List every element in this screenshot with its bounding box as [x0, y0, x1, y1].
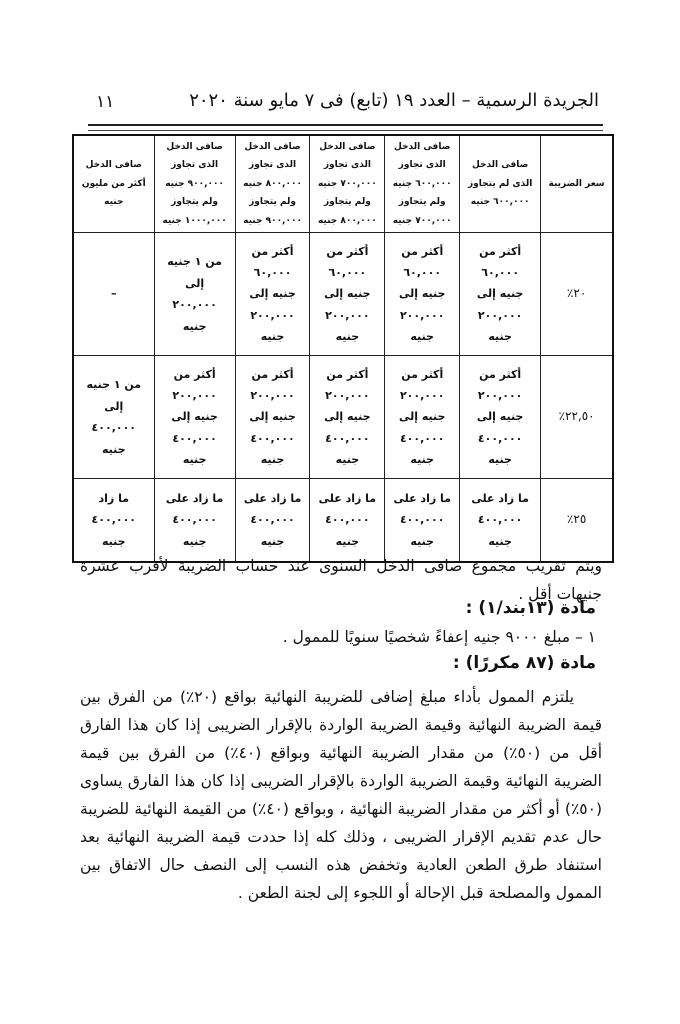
cell-line: ٤٠٠,٠٠٠: [477, 431, 523, 445]
cell-line: ما زاد على: [165, 492, 224, 506]
cell-line: صافى الدخل: [319, 142, 376, 152]
cell-line: جنيه إلى: [249, 410, 296, 424]
bracket-cell: [310, 356, 385, 479]
cell-line: جنيه: [101, 534, 126, 548]
cell-line: جنيه: [101, 442, 126, 456]
article-13-item: ١ – مبلغ ٩٠٠٠ جنيه إعفاءً شخصيًا سنويًا للممول .: [282, 628, 596, 646]
header-rule: [88, 124, 603, 126]
bracket-cell: [385, 233, 460, 356]
cell-line: ما زاد على: [318, 492, 377, 506]
table-row: [73, 479, 613, 563]
column-header: [73, 135, 154, 233]
cell-line: ٤٠٠,٠٠٠: [250, 513, 295, 527]
cell-line: جنيه: [335, 330, 360, 344]
cell-line: جنيه: [260, 330, 285, 344]
cell-line: أكثر من: [401, 367, 444, 381]
cell-line: جنيه: [335, 453, 360, 467]
cell-line: ٦٠٠,٠٠٠ جنيه: [392, 178, 452, 189]
cell-line: أكثر من: [479, 367, 522, 381]
cell-line: ٧٠٠,٠٠٠ جنيه: [317, 178, 377, 189]
cell-line: الذى لم يتجاوز: [468, 178, 533, 189]
cell-line: ٤٠٠,٠٠٠: [172, 431, 217, 445]
page-number: ١١: [96, 92, 115, 112]
cell-line: جنيه إلى: [324, 287, 371, 301]
cell-line: جنيه إلى: [249, 287, 296, 301]
cell-line: جنيه: [182, 453, 207, 467]
cell-line: ١٠٠٠,٠٠٠ جنيه: [162, 215, 227, 226]
cell-line: ٩٠٠,٠٠٠ جنيه: [165, 178, 225, 189]
cell-line: إلى: [185, 276, 205, 290]
cell-line: ولم يتجاوز: [398, 197, 446, 208]
column-header: [385, 135, 460, 233]
cell-line: جنيه: [488, 453, 512, 467]
table-row: [73, 356, 613, 479]
cell-line: أكثر من: [401, 244, 444, 258]
cell-line: أكثر من: [479, 244, 522, 258]
tax-rate-table: [72, 134, 614, 563]
gazette-title: الجريدة الرسمية – العدد ١٩ (تابع) فى ٧ مايو سنة ٢٠٢٠: [189, 90, 599, 111]
bracket-cell: [235, 356, 310, 479]
cell-line: جنيه: [182, 534, 207, 548]
cell-line: ٦٠٠,٠٠٠ جنيه: [470, 197, 530, 208]
cell-line: ٤٠٠,٠٠٠: [399, 431, 445, 445]
cell-line: ٤٠٠,٠٠٠: [91, 513, 137, 527]
bracket-cell: [73, 356, 154, 479]
cell-line: ٢٠٠,٠٠٠: [250, 308, 295, 322]
cell-line: ٧٠٠,٠٠٠ جنيه: [392, 215, 452, 226]
cell-line: صافى الدخل: [394, 142, 451, 152]
cell-line: أكثر من: [251, 244, 294, 258]
bracket-cell: [154, 479, 235, 563]
bracket-cell: [73, 233, 154, 356]
cell-line: ٤٠٠,٠٠٠: [325, 513, 370, 527]
cell-line: أكثر من: [173, 367, 216, 381]
cell-line: ٦٠,٠٠٠: [328, 266, 367, 280]
bracket-cell: [154, 233, 235, 356]
cell-line: جنيه: [260, 534, 285, 548]
cell-line: ٨٠٠,٠٠٠ جنيه: [243, 178, 302, 189]
cell-line: جنيه: [104, 197, 124, 208]
cell-line: جنيه إلى: [476, 410, 524, 424]
cell-line: من ١ جنيه: [86, 378, 142, 392]
cell-line: جنيه إلى: [171, 410, 218, 424]
cell-line: ما زاد: [98, 492, 130, 506]
rounding-note: ويتم تقريب مجموع صافى الدخل السنوى عند حساب الضريبة لأقرب عشرة جنيهات أقل .: [80, 557, 602, 603]
cell-line: ولم يتجاوز: [323, 197, 371, 208]
tax-rate-cell: ٢٥٪: [541, 479, 613, 563]
cell-line: جنيه: [410, 330, 434, 344]
header-rule-thin: [88, 130, 603, 131]
cell-line: ٢٠٠,٠٠٠: [399, 308, 445, 322]
article-13-title: مادة (١٣بند/١) :: [465, 598, 596, 618]
cell-line: جنيه: [182, 319, 207, 333]
cell-line: ٤٠٠,٠٠٠: [399, 513, 445, 527]
cell-line: من ١ جنيه: [167, 255, 222, 269]
bracket-cell: [310, 479, 385, 563]
cell-line: جنيه: [488, 330, 512, 344]
cell-line: الذى تجاوز: [323, 160, 371, 171]
cell-line: صافى الدخل: [166, 142, 223, 152]
cell-line: ٤٠٠,٠٠٠: [477, 513, 523, 527]
table-header-row: [73, 135, 613, 233]
cell-line: أكثر من مليون: [81, 178, 146, 189]
cell-line: ٦٠,٠٠٠: [481, 266, 520, 280]
cell-line: سعر الضريبة: [548, 178, 605, 189]
cell-line: ٢٠٠,٠٠٠: [250, 389, 295, 403]
page-header: [96, 90, 599, 120]
cell-line: جنيه: [410, 453, 434, 467]
column-header: [154, 135, 235, 233]
bracket-cell: [460, 479, 541, 563]
cell-line: جنيه إلى: [398, 287, 446, 301]
cell-line: ٢٠٠,٠٠٠: [477, 308, 523, 322]
cell-line: أكثر من: [326, 244, 369, 258]
column-header: [310, 135, 385, 233]
column-header: [460, 135, 541, 233]
cell-line: صافى الدخل: [471, 160, 529, 171]
column-header: [541, 135, 613, 233]
tax-rate-cell: ٢٠٪: [541, 233, 613, 356]
cell-line: ٢٠٠,٠٠٠: [399, 389, 445, 403]
cell-line: ولم يتجاوز: [249, 197, 296, 208]
cell-line: ٤٠٠,٠٠٠: [325, 431, 370, 445]
cell-line: جنيه إلى: [398, 410, 446, 424]
cell-line: ٤٠٠,٠٠٠: [91, 421, 137, 435]
cell-line: ٨٠٠,٠٠٠ جنيه: [317, 215, 377, 226]
cell-line: ٢٠٠,٠٠٠: [325, 308, 370, 322]
cell-line: ٢٠٠,٠٠٠: [172, 298, 217, 312]
bracket-cell: [235, 479, 310, 563]
bracket-cell: [385, 356, 460, 479]
cell-line: أكثر من: [326, 367, 369, 381]
cell-line: ٦٠,٠٠٠: [403, 266, 442, 280]
tax-rate-cell: ٢٢,٥٠٪: [541, 356, 613, 479]
cell-line: أكثر من: [251, 367, 294, 381]
cell-line: جنيه: [410, 534, 434, 548]
cell-line: ٢٠٠,٠٠٠: [477, 389, 523, 403]
bracket-cell: [73, 479, 154, 563]
cell-line: ولم يتجاوز: [171, 197, 219, 208]
cell-line: جنيه إلى: [324, 410, 371, 424]
cell-line: ٤٠٠,٠٠٠: [250, 431, 295, 445]
cell-line: ٦٠,٠٠٠: [253, 266, 292, 280]
cell-line: صافى الدخل: [85, 160, 142, 171]
cell-line: –: [111, 287, 117, 301]
article-87-text: يلتزم الممول بأداء مبلغ إضافى للضريبة النهائية بواقع (٢٠٪) من الفرق بين قيمة الضريبة النهائية وقيمة الضريبة الواردة بالإقرار الضريبى إذا كان هذا الفارق أقل من (٥٠٪) من مقدار الضريبة النهائية وبواقع (٤٠٪) من الفرق بين قيمة الضريبة النهائية وقيمة الضريبة الواردة بالإقرار الضريبى إذا كان هذا الفارق يساوى (٥٠٪) أو أكثر من مقدار الضريبة النهائية ، وبواقع (٤٠٪) من القيمة النهائية للضريبة حال عدم تقديم الإقرار الضريبى ، وذلك كله إذا حددت قيمة الضريبة النهائية بعد استنفاد طرق الطعن العادية وتخفض هذه النسب إلى النصف حال الاتفاق بين الممول والمصلحة قبل الإحالة أو اللجوء إلى لجنة الطعن .: [80, 688, 602, 902]
table-row: [73, 233, 613, 356]
cell-line: إلى: [104, 399, 124, 413]
bracket-cell: [460, 233, 541, 356]
bracket-cell: [310, 233, 385, 356]
cell-line: الذى تجاوز: [171, 160, 219, 171]
cell-line: ما زاد على: [243, 492, 302, 506]
cell-line: ٤٠٠,٠٠٠: [172, 513, 217, 527]
article-87-title: مادة (٨٧ مكررًا) :: [452, 653, 596, 673]
cell-line: صافى الدخل: [244, 142, 301, 152]
cell-line: ٢٠٠,٠٠٠: [172, 389, 217, 403]
bracket-cell: [154, 356, 235, 479]
column-header: [235, 135, 310, 233]
cell-line: ما زاد على: [393, 492, 451, 506]
cell-line: جنيه إلى: [476, 287, 524, 301]
cell-line: ٩٠٠,٠٠٠ جنيه: [243, 215, 302, 226]
cell-line: ما زاد على: [471, 492, 529, 506]
cell-line: الذى تجاوز: [398, 160, 446, 171]
cell-line: ٢٠٠,٠٠٠: [325, 389, 370, 403]
cell-line: جنيه: [488, 534, 512, 548]
cell-line: جنيه: [335, 534, 360, 548]
cell-line: الذى تجاوز: [249, 160, 297, 171]
bracket-cell: [460, 356, 541, 479]
bracket-cell: [385, 479, 460, 563]
cell-line: جنيه: [260, 453, 285, 467]
bracket-cell: [235, 233, 310, 356]
